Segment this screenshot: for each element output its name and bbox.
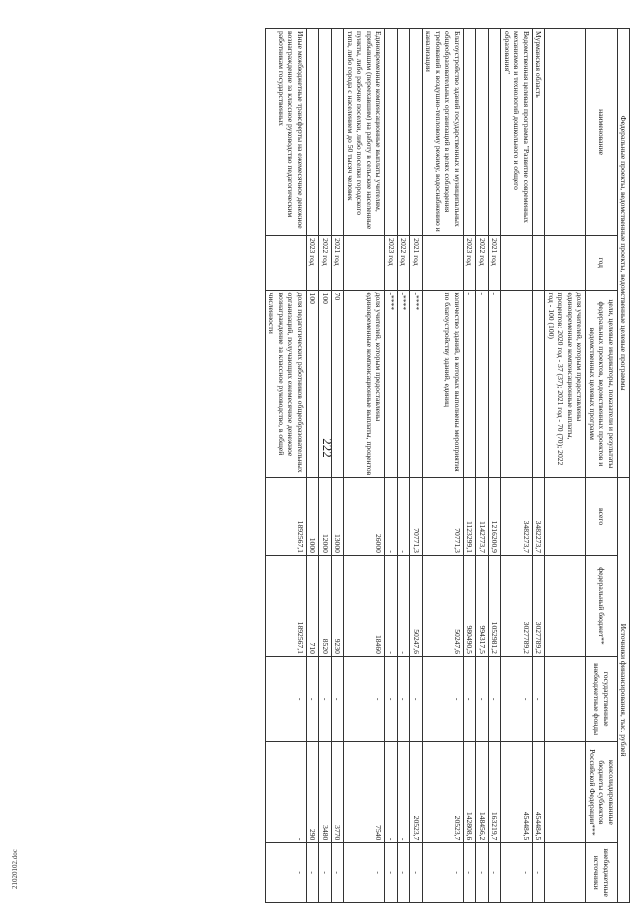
row-year xyxy=(344,236,385,290)
row-funds: - xyxy=(488,656,500,741)
row-year xyxy=(422,236,463,290)
row-federal: 980490,5 xyxy=(463,555,475,656)
row-goal: - xyxy=(476,290,488,478)
row-offbudget xyxy=(545,843,586,903)
row-federal: 9230 xyxy=(331,555,343,656)
row-consolidated: 454484,5 xyxy=(532,742,544,843)
row-federal: 710 xyxy=(306,555,318,656)
row-federal: 1892567,1 xyxy=(266,555,307,656)
goals-header: цели, целевые индикаторы, показатели и результаты федеральных проектов, ведомственных проектов и ведомственных целевых программ xyxy=(586,290,617,478)
table-row xyxy=(344,29,385,903)
row-goal xyxy=(501,290,532,478)
row-consolidated: 163219,7 xyxy=(488,742,500,843)
row-name xyxy=(385,29,397,236)
row-consolidated xyxy=(545,742,586,843)
year-header: год xyxy=(586,236,617,290)
row-funds: - xyxy=(410,656,422,741)
row-funds: - xyxy=(501,656,532,741)
row-funds: - xyxy=(463,656,475,741)
row-offbudget: - xyxy=(488,843,500,903)
row-total: 70771,3 xyxy=(410,478,422,556)
total-header: всего xyxy=(586,478,617,556)
row-total xyxy=(545,478,586,556)
row-consolidated: 142808,6 xyxy=(463,742,475,843)
consolidated-header: консолидированные бюджеты субъектов Российской Федерации*** xyxy=(586,742,617,843)
row-consolidated: 3770 xyxy=(331,742,343,843)
row-year: 2022 год xyxy=(397,236,409,290)
row-federal: 50247,6 xyxy=(410,555,422,656)
row-federal: 3027789,2 xyxy=(532,555,544,656)
row-funds: - xyxy=(331,656,343,741)
row-funds: - xyxy=(385,656,397,741)
row-funds: - xyxy=(476,656,488,741)
row-year: 2023 год xyxy=(385,236,397,290)
row-consolidated: 290 xyxy=(306,742,318,843)
row-name xyxy=(331,29,343,236)
row-funds: - xyxy=(397,656,409,741)
row-offbudget: - xyxy=(306,843,318,903)
row-offbudget: - xyxy=(476,843,488,903)
row-federal: 3027789,2 xyxy=(501,555,532,656)
row-goal: - xyxy=(463,290,475,478)
table-row xyxy=(545,29,586,903)
row-funds: - xyxy=(266,656,307,741)
table-row xyxy=(488,29,500,903)
row-year xyxy=(501,236,532,290)
row-year xyxy=(532,236,544,290)
row-federal: 50247,6 xyxy=(422,555,463,656)
row-federal: 18460 xyxy=(344,555,385,656)
row-year: 2021 год xyxy=(331,236,343,290)
row-name xyxy=(476,29,488,236)
row-year xyxy=(266,236,307,290)
row-goal: 70 xyxy=(331,290,343,478)
row-year: 2021 год xyxy=(410,236,422,290)
row-consolidated: 454484,5 xyxy=(501,742,532,843)
row-consolidated: 20523,7 xyxy=(410,742,422,843)
table-row xyxy=(306,29,318,903)
row-name: Благоустройство зданий государственных и муниципальных общеобразовательных организаций в целях соблюдения требований к воздушно-тепловому режиму, водоснабжению и канализации xyxy=(422,29,463,236)
row-funds: - xyxy=(306,656,318,741)
table-row xyxy=(331,29,343,903)
row-name xyxy=(397,29,409,236)
row-name: Иные межбюджетные трансферты на ежемесячное денежное вознаграждение за классное руководство педагогическим работникам государственных xyxy=(266,29,307,236)
row-federal: - xyxy=(397,555,409,656)
row-goal xyxy=(532,290,544,478)
row-funds: - xyxy=(532,656,544,741)
row-consolidated: 7540 xyxy=(344,742,385,843)
row-offbudget: - xyxy=(344,843,385,903)
row-goal: - xyxy=(488,290,500,478)
row-funds: - xyxy=(344,656,385,741)
row-federal: 1052981,2 xyxy=(488,555,500,656)
row-federal: 994317,5 xyxy=(476,555,488,656)
row-goal: -**** xyxy=(410,290,422,478)
row-total: - xyxy=(397,478,409,556)
page-number: 222 xyxy=(320,438,335,458)
row-total: 26000 xyxy=(344,478,385,556)
row-offbudget: - xyxy=(397,843,409,903)
row-consolidated: 148456,2 xyxy=(476,742,488,843)
row-total: 70771,3 xyxy=(422,478,463,556)
row-consolidated: - xyxy=(385,742,397,843)
row-offbudget: - xyxy=(410,843,422,903)
table-row xyxy=(410,29,422,903)
row-goal: 100 xyxy=(319,290,331,478)
row-consolidated: 3480 xyxy=(319,742,331,843)
row-goal: -**** xyxy=(397,290,409,478)
row-consolidated: - xyxy=(266,742,307,843)
row-year: 2023 год xyxy=(306,236,318,290)
row-offbudget: - xyxy=(532,843,544,903)
row-year: 2022 год xyxy=(319,236,331,290)
row-total: 3482273,7 xyxy=(501,478,532,556)
row-year: 2023 год xyxy=(463,236,475,290)
row-funds: - xyxy=(422,656,463,741)
row-goal: 100 xyxy=(306,290,318,478)
row-goal: доля учителей, которым предоставлены единовременные компенсационные выплаты, процентов: 2020 год - 37 (37); 2021 год - 70 (70); 2022 год - 100 (100) xyxy=(545,290,586,478)
row-name: Мурманская область xyxy=(532,29,544,236)
row-total: 1216200,9 xyxy=(488,478,500,556)
row-name xyxy=(410,29,422,236)
row-total: 12000 xyxy=(319,478,331,556)
row-name xyxy=(545,29,586,236)
table-row xyxy=(422,29,463,903)
table-row xyxy=(266,29,307,903)
row-total: 13000 xyxy=(331,478,343,556)
table-row xyxy=(385,29,397,903)
row-total: 1000 xyxy=(306,478,318,556)
table-body xyxy=(266,29,586,903)
row-year: 2021 год xyxy=(488,236,500,290)
row-offbudget: - xyxy=(501,843,532,903)
row-offbudget: - xyxy=(319,843,331,903)
projects-header: Федеральные проекты, ведомственные проекты, ведомственные целевые программы xyxy=(617,29,629,478)
table-row xyxy=(476,29,488,903)
row-federal xyxy=(545,555,586,656)
rotated-sheet xyxy=(50,28,630,903)
row-federal: 8520 xyxy=(319,555,331,656)
row-total: 1123299,1 xyxy=(463,478,475,556)
row-goal: доля педагогических работников общеобразовательных организаций, получающих ежемесячное денежное вознаграждение за классное руководство, в общей численности xyxy=(266,290,307,478)
row-offbudget: - xyxy=(331,843,343,903)
row-name xyxy=(319,29,331,236)
row-federal: - xyxy=(385,555,397,656)
row-name: Ведомственная целевая программа "Развитие современных механизмов и технологий дошкольного и общего образования" xyxy=(501,29,532,236)
row-offbudget: - xyxy=(463,843,475,903)
row-total: 1142773,7 xyxy=(476,478,488,556)
row-consolidated: 20523,7 xyxy=(422,742,463,843)
row-funds: - xyxy=(319,656,331,741)
row-name xyxy=(306,29,318,236)
document-code: 21020102.doc xyxy=(11,849,19,889)
row-name xyxy=(463,29,475,236)
row-name: Единовременные компенсационные выплаты учителям, прибывшим (переехавшим) на работу в сельские населенные пункты, либо рабочие поселки, либо поселки городского типа, либо города с населением до 50 тысяч человек xyxy=(344,29,385,236)
row-goal: -**** xyxy=(385,290,397,478)
row-name xyxy=(488,29,500,236)
row-total: - xyxy=(385,478,397,556)
sources-header: Источники финансирования, тыс. рублей xyxy=(617,478,629,903)
table-row xyxy=(397,29,409,903)
table-row xyxy=(319,29,331,903)
federal-header: федеральный бюджет** xyxy=(586,555,617,656)
table-row xyxy=(532,29,544,903)
row-consolidated: - xyxy=(397,742,409,843)
row-offbudget: - xyxy=(422,843,463,903)
row-total: 1892567,1 xyxy=(266,478,307,556)
name-header: наименование xyxy=(586,29,617,236)
row-goal: доля учителей, которым предоставлены единовременные компенсационные выплаты, процентов xyxy=(344,290,385,478)
row-offbudget: - xyxy=(385,843,397,903)
row-year: 2022 год xyxy=(476,236,488,290)
funds-header: государственные внебюджетные фонды xyxy=(586,656,617,741)
row-total: 3482273,7 xyxy=(532,478,544,556)
row-offbudget: - xyxy=(266,843,307,903)
financing-table xyxy=(265,28,630,903)
row-goal: количество зданий, в которых выполнены мероприятия по благоустройству зданий, единиц xyxy=(422,290,463,478)
row-year xyxy=(545,236,586,290)
row-funds xyxy=(545,656,586,741)
table-row xyxy=(501,29,532,903)
table-row xyxy=(463,29,475,903)
offbudget-header: внебюджетные источники xyxy=(586,843,617,903)
